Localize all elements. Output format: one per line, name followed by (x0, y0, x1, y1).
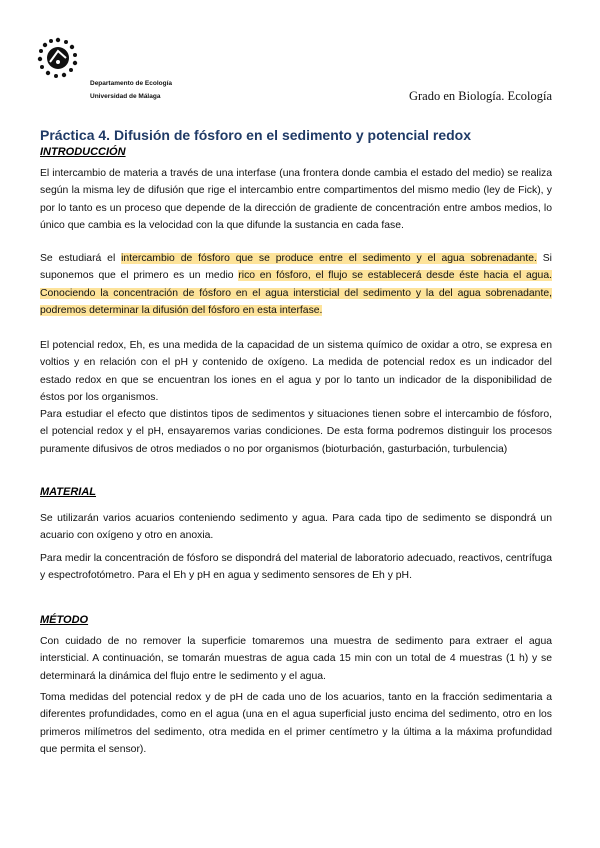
material-paragraph-2: Para medir la concentración de fósforo se dispondrá del material de laboratorio adecuado, reactivos, centrífuga y espectrofotómetro. Para el Eh y pH en agua y sedimento sensores de Eh y pH. (40, 553, 552, 582)
intro-paragraph-1: El intercambio de materia a través de una interfase (una frontera donde cambia el estado del medio) se realiza según la misma ley de difusión que rige el intercambio entre compartimentos del mismo medio (ley de Fick), y por lo tanto es un proceso que depende de la dirección de gradiente de concentración entre ambos medios, lo único que cambia es la velocidad con la que difunde la sustancia en cada fase. (40, 168, 552, 231)
highlight-1: intercambio de fósforo que se produce entre el sedimento y el agua sobrenadante. (121, 253, 537, 264)
metodo-heading: MÉTODO (40, 614, 89, 626)
page-title: Práctica 4. Difusión de fósforo en el sedimento y potencial redox (40, 127, 471, 143)
university-name: Universidad de Málaga (90, 93, 161, 100)
university-logo (36, 36, 80, 80)
department-block (90, 77, 172, 103)
material-heading: MATERIAL (40, 486, 97, 498)
intro-heading: INTRODUCCIÓN (40, 146, 126, 158)
intro-p2-text-2: Si suponemos que el primero es un medio (40, 253, 552, 282)
intro-paragraph-4: Para estudiar el efecto que distintos tipos de sedimentos y situaciones tienen sobre el intercambio de fósforo, el potencial redox y el pH, ensayaremos varias condiciones. De esta forma podremos distinguir los procesos puramente difusivos de otros mediados o no por organismos (bioturbación, gasturbación, turbulencia) (40, 409, 552, 455)
intro-p2-text-1: Se estudiará el (40, 253, 122, 264)
highlight-2: rico en fósforo, el flujo se establecerá desde éste hacia el agua. Conociendo la concentración de fósforo en el agua intersticial del sedimento y la del agua sobrenadante, podremos determinar la difusión del fósforo en esta interfase. (40, 270, 553, 316)
degree-label: Grado en Biología. Ecología (408, 89, 552, 103)
intro-paragraph-2 (40, 250, 552, 319)
department-name: Departamento de Ecología (90, 80, 172, 87)
metodo-paragraph-1: Con cuidado de no remover la superficie tomaremos una muestra de sedimento para extraer el agua intersticial. A continuación, se tomarán muestras de agua cada 15 min con un total de 4 muestras (1 h) y se determinará la dinámica del flujo entre le sedimento y el agua. (40, 636, 552, 682)
intro-paragraph-3: El potencial redox, Eh, es una medida de la capacidad de un sistema químico de oxidar a otro, se expresa en voltios y en relación con el pH y contenido de oxígeno. La medida de potencial redox es un indicador del estado redox en que se encuentran los iones en el agua y por lo tanto un indicador de la disponibilidad de éstos por los organismos. (40, 340, 552, 403)
material-paragraph-1: Se utilizarán varios acuarios conteniendo sedimento y agua. Para cada tipo de sedimento se dispondrá un acuario con oxígeno y otro en anoxia. (40, 513, 552, 542)
metodo-paragraph-2: Toma medidas del potencial redox y de pH de cada uno de los acuarios, tanto en la fracción sedimentaria a diferentes profundidades, como en el agua (una en el agua superficial justo encima del sedimento, otro en los primeros milímetros del sedimento, otra medida en el primer centímetro y la última a la máxima profundidad que permita el sensor). (40, 692, 552, 755)
